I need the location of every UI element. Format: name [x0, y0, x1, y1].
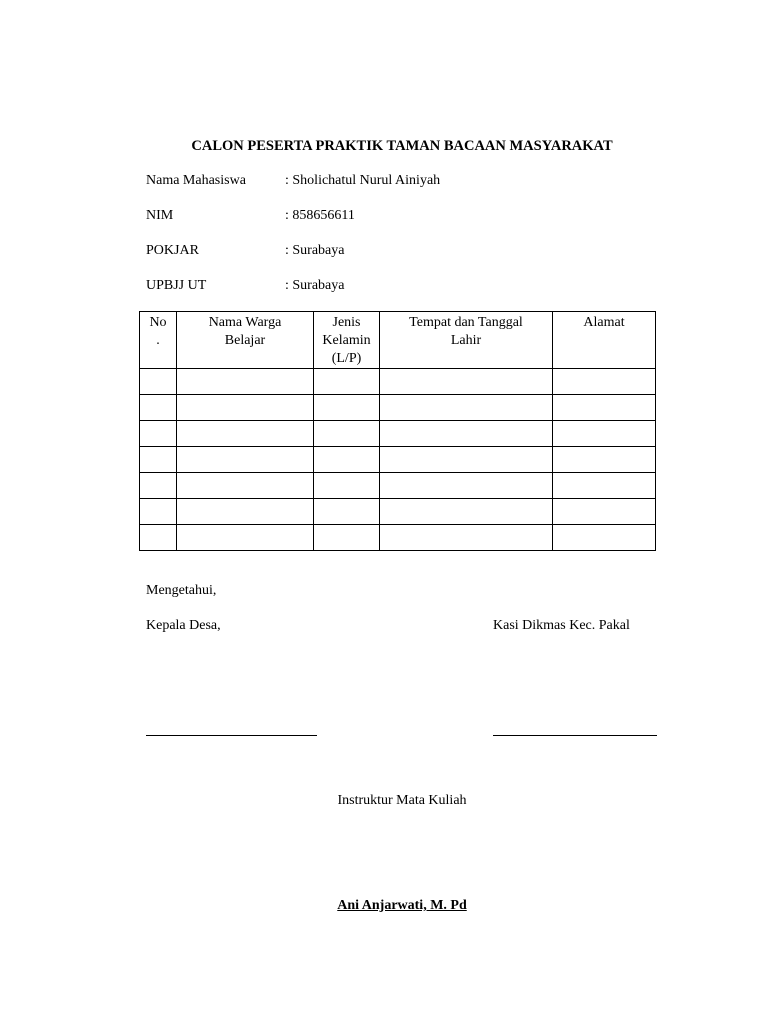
field-value-nim: : 858656611 [285, 208, 355, 223]
table-cell [177, 369, 314, 395]
table-cell [553, 395, 656, 421]
field-label-pokjar: POKJAR [146, 243, 199, 258]
left-signatory-title: Kepala Desa, [146, 618, 221, 633]
table-header-row [140, 312, 656, 369]
table-cell [553, 421, 656, 447]
table-row [140, 499, 656, 525]
table-cell [177, 395, 314, 421]
header-ttl-line-1: Tempat dan Tanggal [409, 315, 523, 330]
table-body [140, 369, 656, 551]
header-no-line-1: No [149, 315, 167, 330]
header-jk-line-2: Kelamin [322, 333, 371, 348]
acknowledgement-text: Mengetahui, [146, 583, 217, 598]
header-nama-line-1: Nama Warga [208, 315, 282, 330]
table-cell [140, 525, 177, 551]
field-label-nim: NIM [146, 208, 174, 223]
document-title: CALON PESERTA PRAKTIK TAMAN BACAAN MASYARAKAT [191, 138, 613, 154]
table-row [140, 421, 656, 447]
table-cell [380, 473, 553, 499]
right-signature-line [493, 735, 657, 736]
table-cell [177, 421, 314, 447]
table-row [140, 473, 656, 499]
table-cell [380, 369, 553, 395]
table-row [140, 395, 656, 421]
header-alamat-line-1: Alamat [583, 315, 625, 330]
header-jenis-kelamin [314, 312, 380, 369]
instructor-title: Instruktur Mata Kuliah [337, 793, 467, 808]
table-row [140, 525, 656, 551]
table-cell [553, 473, 656, 499]
table-cell [314, 395, 380, 421]
table-cell [380, 421, 553, 447]
table-cell [314, 525, 380, 551]
table-cell [177, 499, 314, 525]
table-row [140, 369, 656, 395]
table-cell [553, 369, 656, 395]
table-cell [140, 447, 177, 473]
table-cell [553, 499, 656, 525]
left-signature-line [146, 735, 317, 736]
table-row [140, 447, 656, 473]
table-cell [140, 395, 177, 421]
table-cell [140, 473, 177, 499]
table-cell [380, 499, 553, 525]
header-ttl-line-2: Lahir [450, 333, 482, 348]
table-cell [140, 421, 177, 447]
field-value-upbjj: : Surabaya [285, 278, 345, 293]
table-cell [553, 447, 656, 473]
instructor-name-wrap [0, 898, 768, 914]
table-cell [380, 447, 553, 473]
header-nama-line-2: Belajar [224, 333, 266, 348]
table-cell [177, 473, 314, 499]
table-cell [314, 421, 380, 447]
table-cell [140, 369, 177, 395]
header-jk-line-1: Jenis [332, 315, 361, 330]
table-cell [314, 447, 380, 473]
table-cell [314, 473, 380, 499]
header-jk-line-3: (L/P) [331, 351, 362, 366]
table-cell [140, 499, 177, 525]
table-cell [177, 525, 314, 551]
table-cell [380, 395, 553, 421]
table-cell [177, 447, 314, 473]
participant-table [139, 311, 656, 551]
table-cell [314, 369, 380, 395]
header-nama-warga-belajar [177, 312, 314, 369]
field-value-nama-mahasiswa: : Sholichatul Nurul Ainiyah [285, 173, 441, 188]
field-label-upbjj: UPBJJ UT [146, 278, 207, 293]
table-cell [314, 499, 380, 525]
right-signatory-title: Kasi Dikmas Kec. Pakal [493, 618, 630, 633]
header-alamat [553, 312, 656, 369]
table-cell [380, 525, 553, 551]
header-no [140, 312, 177, 369]
header-no-line-2: . [156, 333, 160, 348]
table-cell [553, 525, 656, 551]
header-tempat-tanggal-lahir [380, 312, 553, 369]
field-value-pokjar: : Surabaya [285, 243, 345, 258]
field-label-nama-mahasiswa: Nama Mahasiswa [146, 173, 246, 188]
instructor-name: Ani Anjarwati, M. Pd [337, 898, 467, 913]
